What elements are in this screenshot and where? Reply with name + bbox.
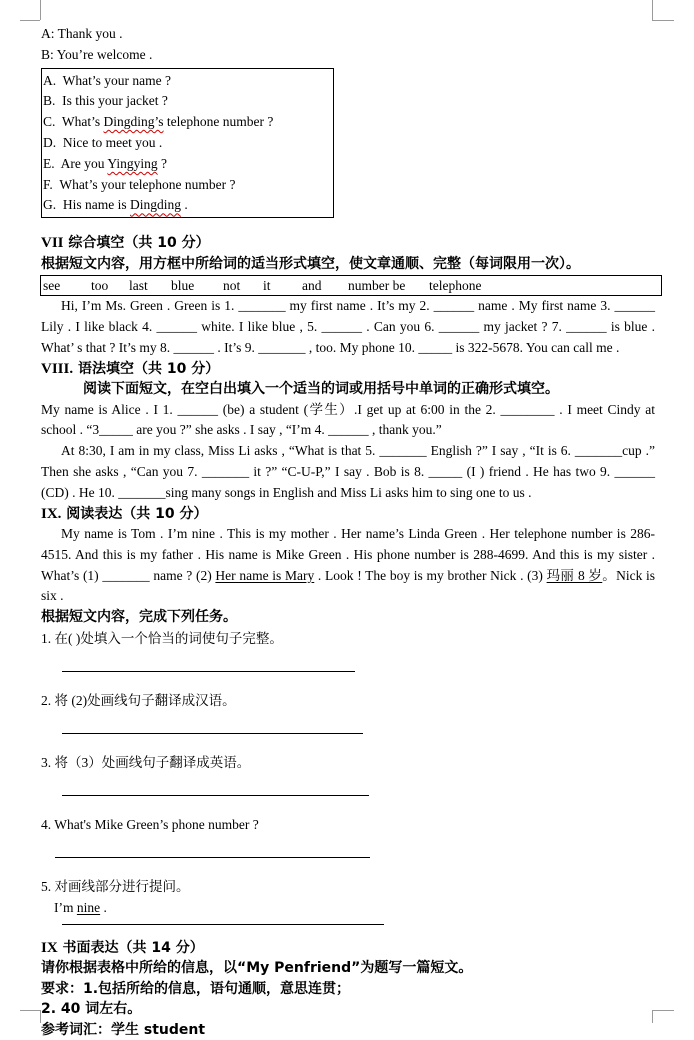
section-8-paragraph-1: My name is Alice . I 1. ______ (be) a student (学生）.I get up at 6:00 in the 2. ________ . I meet Cindy at school . “3_____ are you ?” she asks . I say , “I’m 4. ______ , thank you.” bbox=[41, 401, 655, 438]
writing-task-line-2: 要求：1.包括所给的信息，语句通顺，意思连贯； bbox=[41, 980, 351, 997]
section-8-instruction: 阅读下面短文，在空白出填入一个适当的词或用括号中单词的正确形式填空。 bbox=[83, 381, 559, 398]
answer-line-4[interactable] bbox=[55, 857, 370, 858]
question-1: 1. 在( )处填入一个恰当的词使句子完整。 bbox=[41, 630, 283, 646]
answer-line-1[interactable] bbox=[62, 671, 355, 672]
writing-task-line-4: 参考词汇：学生 student bbox=[41, 1021, 206, 1038]
option-e: E. Are you Yingying ? bbox=[43, 155, 168, 171]
dialogue-line-a: A: Thank you . bbox=[41, 26, 123, 41]
exam-page bbox=[41, 24, 655, 1040]
section-7-instruction: 根据短文内容，用方框中所给词的适当形式填空，使文章通顺、完整（每词限用一次）。 bbox=[41, 255, 580, 272]
spellcheck-word: Yingying bbox=[107, 155, 158, 171]
word-bank-item: telephone bbox=[429, 278, 482, 294]
writing-task-line-1: 请你根据表格中所给的信息，以“My Penfriend”为题写一篇短文。 bbox=[41, 960, 473, 977]
word-bank-item: it bbox=[263, 278, 271, 294]
answer-line-2[interactable] bbox=[62, 733, 363, 734]
answer-line-5[interactable] bbox=[62, 924, 384, 925]
option-d: D. Nice to meet you . bbox=[43, 134, 163, 150]
underlined-sentence-3: 玛丽 8 岁 bbox=[546, 567, 603, 583]
writing-task-line-3: 2. 40 词左右。 bbox=[41, 1001, 142, 1018]
question-5-sentence: I’m nine . bbox=[54, 899, 107, 915]
word-bank-item: too bbox=[91, 278, 109, 294]
option-a: A. What’s your name ? bbox=[43, 72, 171, 88]
section-8-title: VIII. 语法填空（共 10 分） bbox=[41, 360, 220, 377]
word-bank bbox=[40, 275, 662, 296]
dialogue-tail bbox=[41, 24, 655, 66]
word-bank-item: blue bbox=[171, 278, 195, 294]
spellcheck-word: Dingding’s bbox=[103, 114, 164, 130]
dialogue-line-b: B: You’re welcome . bbox=[41, 46, 153, 62]
word-bank-item: and bbox=[302, 278, 322, 294]
option-g: G. His name is Dingding . bbox=[43, 197, 188, 213]
option-c: C. What’s Dingding’s telephone number ? bbox=[43, 114, 274, 130]
section-9-title: IX. 阅读表达（共 10 分） bbox=[41, 505, 208, 522]
question-5: 5. 对画线部分进行提问。 bbox=[41, 878, 190, 894]
answer-line-3[interactable] bbox=[62, 795, 369, 796]
section-7-passage: Hi, I’m Ms. Green . Green is 1. _______ my first name . It’s my 2. ______ name . My first name 3. ______ Lily . I like black 4. ______ white. I like blue , 5. ______ . Can you 6. ______ my jacket ? 7. ______ is blue . What’ s that ? It’s my 8. ______ . It’s 9. _______ , too. My phone 10. _____ is 322-5678. You can call me . bbox=[41, 298, 655, 355]
word-bank-item: not bbox=[223, 278, 241, 294]
spellcheck-word: Dingding bbox=[130, 197, 182, 213]
word-bank-item: see bbox=[43, 278, 61, 294]
question-4: 4. What's Mike Green’s phone number ? bbox=[41, 816, 259, 832]
question-3: 3. 将（3）处画线句子翻译成英语。 bbox=[41, 754, 251, 770]
section-10-title: IX 书面表达（共 14 分） bbox=[41, 939, 204, 956]
section-9-task-heading: 根据短文内容，完成下列任务。 bbox=[41, 609, 237, 626]
section-8-paragraph-2: At 8:30, I am in my class, Miss Li asks , “What is that 5. _______ English ?” I say , “It is 6. _______cup .” Then she asks , “Can you 7. _______ it ?” “C-U-P,” I say . Bob is 8. _____ (I ) friend . He has two 9. ______ (CD) . He 10. _______sing many songs in English and Miss Li asks him to sing one to us . bbox=[41, 443, 655, 500]
question-2: 2. 将 (2)处画线句子翻译成汉语。 bbox=[41, 692, 236, 708]
word-bank-item: number be bbox=[348, 278, 406, 294]
section-9-passage: My name is Tom . I’m nine . This is my mother . Her name’s Linda Green . Her telephone number is 286-4515. And this is my father . His name is Mike Green . His phone number is 288-4699. And this is my sister . What’s (1) _______ name ? (2) Her name is Mary . Look ! The boy is my brother Nick . (3) 玛丽 8 岁。Nick is six . bbox=[41, 526, 656, 604]
underlined-word: nine bbox=[76, 899, 101, 915]
option-b: B. Is this your jacket ? bbox=[43, 93, 168, 109]
underlined-sentence-2: Her name is Mary bbox=[215, 567, 315, 583]
section-7-title: VII 综合填空（共 10 分） bbox=[41, 235, 210, 252]
option-box bbox=[41, 68, 334, 219]
word-bank-item: last bbox=[129, 278, 148, 294]
option-f: F. What’s your telephone number ? bbox=[43, 176, 236, 192]
